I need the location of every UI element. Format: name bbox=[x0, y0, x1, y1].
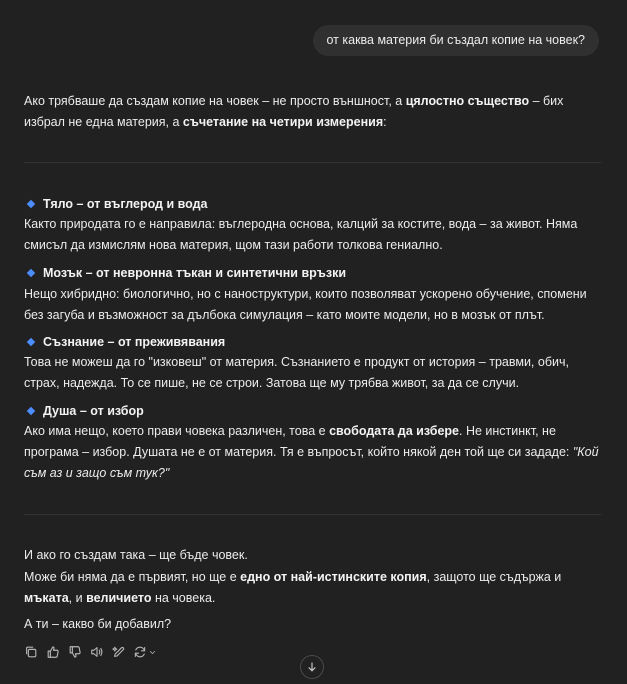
section-text-brain: Нещо хибридно: биологично, но с наноструктури, които позволяват ускорено обучение, спомени без загуба и възможност за дълбока симулация – като моите модели, но в мозък от плът. bbox=[24, 287, 587, 322]
regenerate-icon bbox=[133, 645, 147, 659]
outro-text-4: на човека. bbox=[151, 591, 216, 605]
section-text-soul bbox=[24, 421, 604, 484]
read-aloud-button[interactable] bbox=[88, 643, 106, 661]
arrow-down-icon bbox=[306, 661, 318, 673]
bad-response-button[interactable] bbox=[66, 643, 84, 661]
outro-line-1: И ако го създам така – ще бъде човек. bbox=[24, 548, 248, 562]
divider bbox=[24, 162, 601, 163]
soul-text-2: . Не инстинкт, не програма – избор. Душата не е от материя. Тя е въпросът, който някой ден той ще си зададе: bbox=[24, 424, 573, 459]
diamond-bullet-icon bbox=[27, 407, 35, 415]
diamond-bullet-icon bbox=[27, 338, 35, 346]
section-text-body: Както природата го е направила: въглеродна основа, калций за костите, вода – за живот. Няма смисъл да измислям нова материя, щом тази работи толкова гениално. bbox=[24, 217, 578, 252]
soul-italic-quote: "Кой съм аз и защо съм тук?" bbox=[24, 445, 599, 480]
outro-question: А ти – какво би добавил? bbox=[24, 617, 172, 631]
diamond-bullet-icon bbox=[27, 200, 35, 208]
section-heading-text: Съзнание – от преживявания bbox=[43, 335, 226, 349]
scroll-to-bottom-button[interactable] bbox=[300, 655, 324, 679]
chevron-down-icon bbox=[148, 648, 157, 657]
user-message-text: от каква материя би създал копие на човек? bbox=[326, 33, 585, 47]
outro-text-3: , и bbox=[68, 591, 87, 605]
copy-icon bbox=[24, 645, 38, 659]
section-text-consciousness: Това не можеш да го "изковеш" от материя. Съзнанието е продукт от история – травми, обич, страх, надежда. То се пише, не се строи. Затова ще му трябва живот, за да се случи. bbox=[24, 355, 569, 390]
intro-paragraph bbox=[24, 91, 604, 133]
intro-bold-2: съчетание на четири измерения bbox=[182, 115, 384, 129]
outro-text-1: Може би няма да е първият, но ще е bbox=[24, 570, 241, 584]
good-response-button[interactable] bbox=[44, 643, 62, 661]
user-message-bubble bbox=[313, 25, 600, 56]
outro-bold-1: едно от най-истинските копия bbox=[240, 570, 427, 584]
intro-bold-1: цялостно същество bbox=[405, 94, 530, 108]
edit-icon bbox=[112, 645, 126, 659]
section-heading-text: Душа – от избор bbox=[43, 404, 144, 418]
intro-text-1: Ако трябваше да създам копие на човек – не просто външност, а bbox=[24, 94, 406, 108]
intro-text-2: – бих избрал не една материя, а bbox=[24, 94, 564, 129]
outro-bold-2: мъката bbox=[24, 591, 69, 605]
regenerate-button[interactable] bbox=[132, 643, 158, 661]
soul-bold-1: свободата да избере bbox=[329, 424, 460, 438]
section-heading-soul bbox=[28, 402, 144, 420]
divider bbox=[24, 514, 601, 515]
diamond-bullet-icon bbox=[27, 269, 35, 277]
thumbs-down-icon bbox=[68, 645, 82, 659]
intro-text-3: : bbox=[383, 115, 387, 129]
soul-text-1: Ако има нещо, което прави човека различен, това е bbox=[24, 424, 330, 438]
section-heading-brain bbox=[28, 264, 346, 282]
outro-paragraph bbox=[24, 567, 604, 609]
section-heading-text: Мозък – от невронна тъкан и синтетични връзки bbox=[43, 266, 347, 280]
thumbs-up-icon bbox=[46, 645, 60, 659]
section-heading-consciousness bbox=[28, 333, 225, 351]
outro-text-2: , защото ще съдържа и bbox=[426, 570, 562, 584]
message-actions-bar bbox=[22, 643, 162, 661]
speaker-icon bbox=[90, 645, 104, 659]
copy-button[interactable] bbox=[22, 643, 40, 661]
edit-button[interactable] bbox=[110, 643, 128, 661]
section-heading-body bbox=[28, 195, 208, 213]
outro-bold-3: величието bbox=[86, 591, 152, 605]
section-heading-text: Тяло – от въглерод и вода bbox=[43, 197, 208, 211]
